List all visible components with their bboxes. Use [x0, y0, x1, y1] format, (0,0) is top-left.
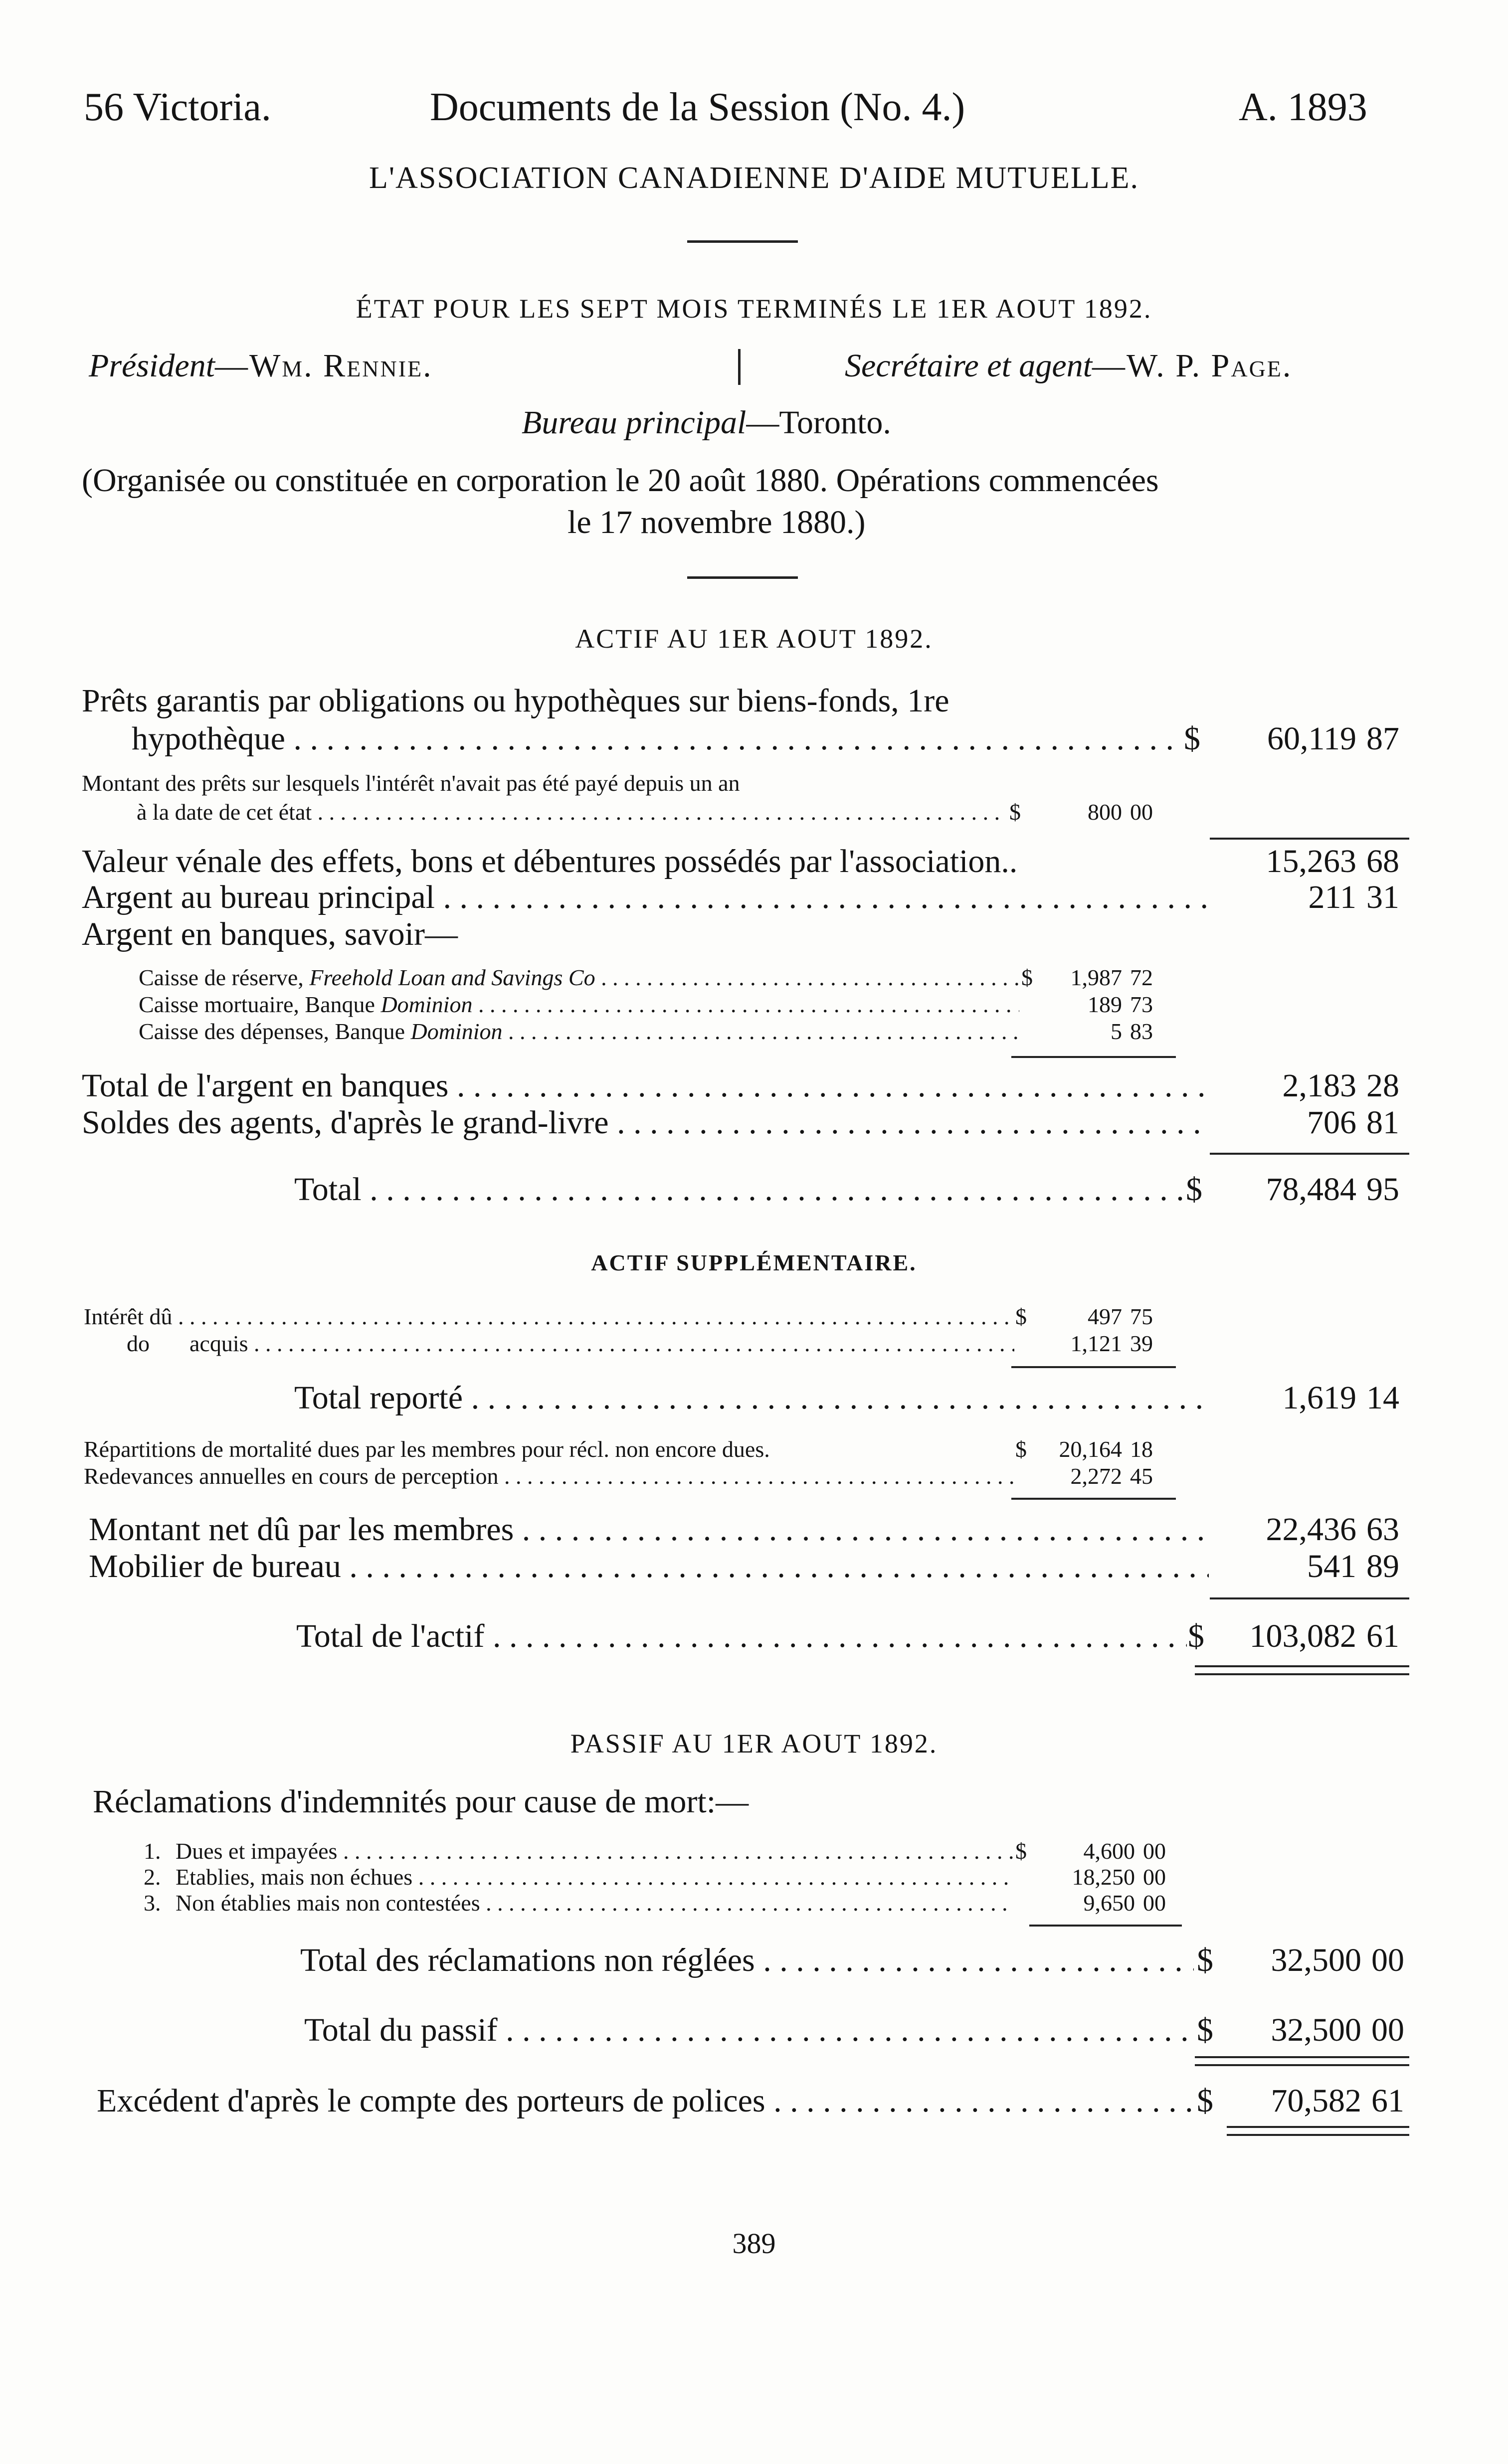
- page-number: 389: [732, 2227, 776, 2260]
- excedent-line: Excédent d'après le compte des porteurs de polices . . .: [97, 2082, 1194, 2120]
- repartitions-dollar: $: [1015, 1436, 1027, 1462]
- divider: [687, 576, 798, 579]
- header-left: 56 Victoria.: [84, 85, 271, 129]
- bureau-city: —Toronto.: [746, 404, 891, 441]
- mobilier-amount: 541 89: [1307, 1548, 1399, 1584]
- passif-item: Etablies, mais non échues . . .: [176, 1864, 1013, 1890]
- header-center: Documents de la Session (No. 4.): [430, 85, 965, 129]
- total-reclamations-line: Total des réclamations non réglées . . .: [300, 1941, 1194, 1979]
- interet-acquis-amount: 1,121 39: [1070, 1331, 1153, 1356]
- sum-line: [1011, 1056, 1176, 1058]
- passif-item-num: 1.: [144, 1838, 161, 1864]
- redevances-line: Redevances annuelles en cours de perception . . .: [84, 1463, 1014, 1489]
- divider: [687, 240, 798, 243]
- organisation-line-2: le 17 novembre 1880.): [567, 504, 866, 540]
- soldes-amount: 706 81: [1307, 1104, 1399, 1141]
- argent-banques-line: Argent en banques, savoir—: [82, 916, 458, 952]
- total-banques-line: Total de l'argent en banques . . .: [82, 1067, 1209, 1105]
- montant-line-2: à la date de cet état . . .: [137, 799, 1006, 825]
- total-passif-amount: 32,500 00: [1271, 2012, 1404, 2048]
- prets-dollar: $: [1184, 720, 1200, 757]
- excedent-amount: 70,582 61: [1271, 2083, 1404, 2119]
- double-rule: [1195, 1665, 1409, 1667]
- president-line: [89, 347, 433, 385]
- valeur-amount: 15,263 68: [1266, 843, 1399, 880]
- excedent-dollar: $: [1197, 2083, 1213, 2119]
- passif-item-num: 2.: [144, 1864, 161, 1890]
- document-title: L'ASSOCIATION CANADIENNE D'AIDE MUTUELLE.: [369, 161, 1139, 195]
- caisse-row: Caisse mortuaire, Banque Dominion . . .: [139, 991, 1019, 1018]
- interet-acquis-line: acquis . . .: [189, 1330, 1014, 1357]
- actif-total-line: Total . . .: [294, 1171, 1184, 1209]
- montant-line-1: Montant des prêts sur lesquels l'intérêt n'avait pas été payé depuis un an: [82, 770, 740, 796]
- total-banques-amount: 2,183 28: [1282, 1067, 1399, 1104]
- caisse-row: Caisse de réserve, Freehold Loan and Savings Co . . .: [139, 964, 1019, 991]
- sum-line: [1029, 1925, 1182, 1927]
- montant-net-line: Montant net dû par les membres . . .: [89, 1511, 1209, 1549]
- actif-total-dollar: $: [1186, 1171, 1202, 1208]
- president-name: —Wm. Rennie.: [214, 348, 433, 384]
- etat-title: ÉTAT POUR LES SEPT MOIS TERMINÉS LE 1ER AOUT 1892.: [356, 294, 1152, 324]
- argent-bureau-amount: 211 31: [1308, 879, 1399, 915]
- total-actif-dollar: $: [1188, 1618, 1204, 1654]
- bureau-line: [522, 404, 891, 442]
- secretary-label: Secrétaire et agent: [845, 348, 1093, 384]
- montant-net-amount: 22,436 63: [1266, 1511, 1399, 1548]
- mobilier-line: Mobilier de bureau . . .: [89, 1548, 1209, 1585]
- organisation-line-1: (Organisée ou constituée en corporation le 20 août 1880. Opérations commencées: [82, 462, 1159, 499]
- passif-item: Non établies mais non contestées . . .: [176, 1890, 1013, 1916]
- repartitions-line: Répartitions de mortalité dues par les membres pour récl. non encore dues.: [84, 1436, 770, 1462]
- sum-line: [1011, 1366, 1176, 1368]
- header-right: A. 1893: [1239, 85, 1367, 129]
- total-passif-dollar: $: [1197, 2012, 1213, 2048]
- bureau-label: Bureau principal: [522, 404, 747, 441]
- passif-item-dollar: $: [1015, 1838, 1027, 1864]
- sum-line: [1210, 1153, 1409, 1155]
- actif-total-amount: 78,484 95: [1266, 1171, 1399, 1208]
- interet-du-dollar: $: [1015, 1304, 1027, 1329]
- sum-line: [1210, 1597, 1409, 1599]
- passif-item: Dues et impayées . . .: [176, 1838, 1013, 1864]
- passif-heading: PASSIF AU 1ER AOUT 1892.: [570, 1729, 938, 1759]
- prets-line-1: Prêts garantis par obligations ou hypothèques sur biens-fonds, 1re: [82, 683, 949, 719]
- caisse-amount: 5 83: [1111, 1019, 1153, 1044]
- sum-line: [1011, 1498, 1176, 1500]
- sum-line: [1210, 838, 1409, 840]
- total-reporte-line: Total reporté . . .: [294, 1379, 1209, 1417]
- interet-du-amount: 497 75: [1088, 1304, 1153, 1329]
- double-rule: [1227, 2134, 1409, 2136]
- caisse-amount: 189 73: [1088, 992, 1153, 1017]
- redevances-amount: 2,272 45: [1070, 1463, 1153, 1489]
- reclamations-line: Réclamations d'indemnités pour cause de mort:—: [93, 1783, 749, 1820]
- interet-acquis-do: do: [127, 1331, 150, 1356]
- prets-amount: 60,119 87: [1267, 720, 1399, 757]
- soldes-line: Soldes des agents, d'après le grand-livre . . .: [82, 1104, 1209, 1142]
- double-rule: [1227, 2126, 1409, 2128]
- argent-bureau-line: Argent au bureau principal . . .: [82, 879, 1209, 916]
- double-rule: [1195, 2056, 1409, 2058]
- total-passif-line: Total du passif . . .: [304, 2011, 1194, 2049]
- total-reclamations-dollar: $: [1197, 1942, 1213, 1978]
- double-rule: [1195, 1673, 1409, 1675]
- actif-heading: ACTIF AU 1ER AOUT 1892.: [575, 624, 933, 654]
- prets-line-2: hypothèque . . .: [132, 720, 1179, 758]
- montant-amount: 800 00: [1088, 799, 1153, 825]
- passif-item-amount: 18,250 00: [1072, 1864, 1166, 1890]
- valeur-line: Valeur vénale des effets, bons et débentures possédés par l'association..: [82, 843, 1018, 880]
- separator-bar: [738, 349, 741, 385]
- montant-dollar: $: [1009, 799, 1021, 825]
- secretary-name: —W. P. Page.: [1092, 348, 1293, 384]
- total-actif-line: Total de l'actif . . .: [296, 1617, 1187, 1655]
- interet-du-line: Intérêt dû . . .: [84, 1303, 1014, 1330]
- passif-item-amount: 4,600 00: [1083, 1838, 1166, 1864]
- president-label: Président: [89, 348, 215, 384]
- passif-item-num: 3.: [144, 1890, 161, 1916]
- repartitions-amount: 20,164 18: [1059, 1436, 1153, 1462]
- caisse-amount: 1,987 72: [1070, 965, 1153, 990]
- double-rule: [1195, 2064, 1409, 2066]
- total-reporte-amount: 1,619 14: [1282, 1380, 1399, 1416]
- supplementaire-heading: ACTIF SUPPLÉMENTAIRE.: [591, 1250, 917, 1275]
- passif-item-amount: 9,650 00: [1083, 1890, 1166, 1916]
- secretary-line: [845, 347, 1292, 385]
- caisse-dollar: $: [1021, 965, 1033, 990]
- total-reclamations-amount: 32,500 00: [1271, 1942, 1404, 1978]
- caisse-row: Caisse des dépenses, Banque Dominion . . .: [139, 1018, 1019, 1045]
- total-actif-amount: 103,082 61: [1249, 1618, 1399, 1654]
